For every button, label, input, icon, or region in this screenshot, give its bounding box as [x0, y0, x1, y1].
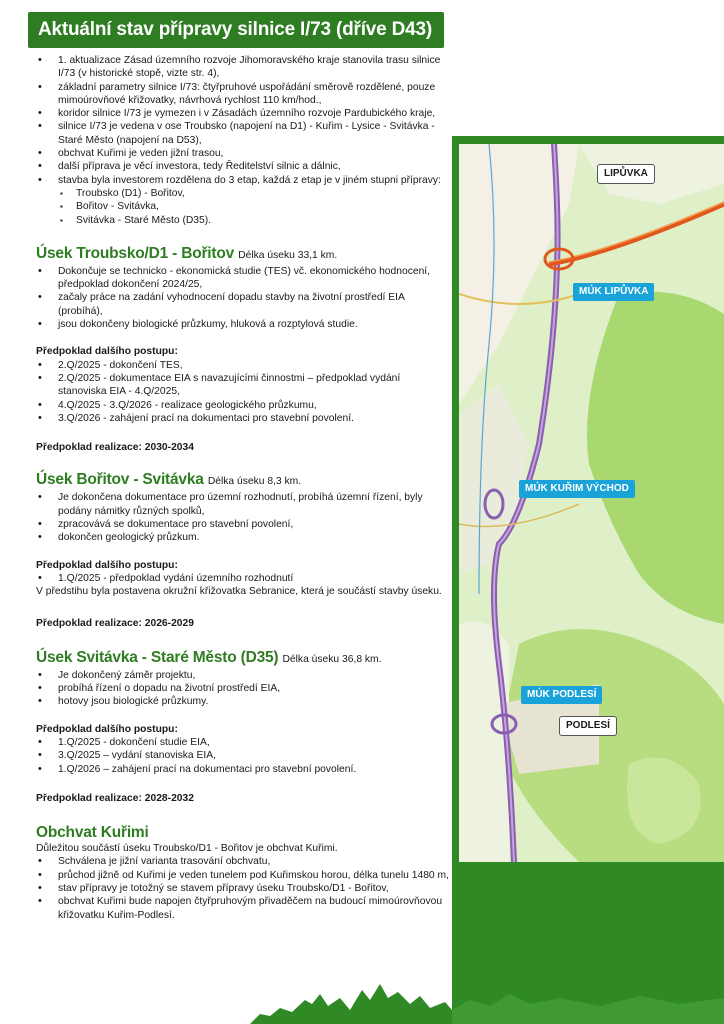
next-steps-label: Předpoklad dalšího postupu:: [36, 559, 178, 571]
list-item: • dokončen geologický průzkum.: [36, 531, 450, 544]
section-boritov: [36, 470, 450, 629]
map-label-muk-podlesi: MÚK PODLESÍ: [521, 686, 602, 704]
list-item: ▪ Troubsko (D1) - Bořitov,: [60, 187, 450, 200]
section-heading: Úsek Bořitov - Svitávka Délka úseku 8,3 km.: [36, 471, 302, 489]
section-note: V předstihu byla postavena okružní křižovatka Sebranice, která je součástí stavby úseku.: [36, 586, 442, 598]
section-kurim-bypass: [36, 823, 450, 922]
content-column: [36, 54, 450, 922]
list-item: ▪ Bořitov - Svitávka,: [60, 200, 450, 213]
list-item: • 3.Q/2025 – vydání stanoviska EIA,: [36, 749, 450, 762]
section-svitavka: [36, 648, 450, 805]
realization-date: Předpoklad realizace: 2026-2029: [36, 617, 194, 629]
list-item: • probíhá řízení o dopadu na životní prostředí EIA,: [36, 682, 450, 695]
map-graphic: [459, 144, 724, 862]
list-item: • 1.Q/2025 - dokončení studie EIA,: [36, 736, 450, 749]
list-item: • koridor silnice I/73 je vymezen i v Zásadách územního rozvoje Pardubického kraje,: [36, 107, 450, 120]
intro-list: [36, 54, 450, 187]
list-item: • průchod jižně od Kuřimi je veden tunelem pod Kuřimskou horou, délka tunelu 1480 m,: [36, 869, 450, 882]
list-item: ▪ Svitávka - Staré Město (D35).: [60, 214, 450, 227]
list-item: • stavba byla investorem rozdělena do 3 etap, každá z etap je v jiném stupni přípravy:: [36, 174, 450, 187]
section-heading: Obchvat Kuřimi: [36, 824, 149, 842]
list-item: • Je dokončena dokumentace pro územní rozhodnutí, probíhá územní řízení, byly podány námitky různých spolků,: [36, 491, 450, 518]
status-list: [36, 265, 450, 331]
skyline-decoration: [0, 970, 724, 1024]
realization-date: Předpoklad realizace: 2030-2034: [36, 442, 194, 454]
stage-sublist: [36, 187, 450, 227]
section-heading: Úsek Troubsko/D1 - Bořitov Délka úseku 33,1 km.: [36, 244, 338, 262]
map-frame: [452, 136, 724, 870]
next-steps-label: Předpoklad dalšího postupu:: [36, 723, 178, 735]
list-item: • 4.Q/2025 - 3.Q/2026 - realizace geologického průzkumu,: [36, 399, 450, 412]
next-steps-label: Předpoklad dalšího postupu:: [36, 346, 178, 358]
status-list: [36, 491, 450, 544]
route-map: [459, 144, 724, 862]
list-item: • zpracovává se dokumentace pro stavební povolení,: [36, 518, 450, 531]
title-bar: [28, 12, 444, 48]
list-item: • 3.Q/2026 - zahájení prací na dokumentaci pro stavební povolení.: [36, 412, 450, 425]
map-label-muk-kurim: MÚK KUŘIM VÝCHOD: [519, 480, 635, 498]
section-length: Délka úseku 33,1 km.: [238, 249, 338, 261]
list-item: • obchvat Kuřimi je veden jižní trasou,: [36, 147, 450, 160]
list-item: • Schválena je jižní varianta trasování obchvatu,: [36, 855, 450, 868]
list-item: • obchvat Kuřimi bude napojen čtyřpruhovým přivaděčem na budoucí mimoúrovňovou křižovatku Kuřim-Podlesí.: [36, 895, 450, 922]
map-label-muk-lipuvka: MÚK LIPŮVKA: [573, 283, 654, 301]
status-list: [36, 855, 450, 921]
next-steps-list: [36, 572, 450, 585]
list-item: • 2.Q/2025 - dokončení TES,: [36, 359, 450, 372]
list-item: • Je dokončený záměr projektu,: [36, 669, 450, 682]
list-item: • 1.Q/2026 – zahájení prací na dokumentaci pro stavební povolení.: [36, 763, 450, 776]
list-item: • základní parametry silnice I/73: čtyřpruhové uspořádání směrově rozdělené, pouze mimoúrovňové křižovatky, návrhová rychlost 110 km/hod.,: [36, 81, 450, 108]
list-item: • jsou dokončeny biologické průzkumy, hluková a rozptylová studie.: [36, 318, 450, 331]
list-item: • hotovy jsou biologické průzkumy.: [36, 695, 450, 708]
section-heading: Úsek Svitávka - Staré Město (D35) Délka úseku 36,8 km.: [36, 648, 382, 666]
status-list: [36, 669, 450, 709]
next-steps-list: [36, 736, 450, 776]
list-item: • další příprava je věcí investora, tedy Ředitelství silnic a dálnic,: [36, 160, 450, 173]
list-item: • 1.Q/2025 - předpoklad vydání územního rozhodnutí: [36, 572, 450, 585]
list-item: • silnice I/73 je vedena v ose Troubsko (napojení na D1) - Kuřim - Lysice - Svitávka - Staré Město (napojení na D53),: [36, 120, 450, 147]
map-label-lipuvka: LIPŮVKA: [597, 164, 655, 184]
list-item: • stav přípravy je totožný se stavem přípravy úseku Troubsko/D1 - Bořitov,: [36, 882, 450, 895]
list-item: • 1. aktualizace Zásad územního rozvoje Jihomoravského kraje stanovila trasu silnice I/73 (v historické stopě, vizte str. 4),: [36, 54, 450, 81]
realization-date: Předpoklad realizace: 2028-2032: [36, 792, 194, 804]
page-title: Aktuální stav přípravy silnice I/73 (dříve D43): [38, 19, 432, 40]
section-length: Délka úseku 36,8 km.: [282, 653, 382, 665]
map-label-podlesi: PODLESÍ: [559, 716, 617, 736]
section-length: Délka úseku 8,3 km.: [207, 476, 302, 488]
list-item: • Dokončuje se technicko - ekonomická studie (TES) vč. ekonomického hodnocení, předpoklad dokončení 2024/25,: [36, 265, 450, 292]
next-steps-list: [36, 359, 450, 425]
section-intro: Důležitou součástí úseku Troubsko/D1 - Bořitov je obchvat Kuřimi.: [36, 843, 338, 855]
section-troubsko: [36, 244, 450, 455]
list-item: • začaly práce na zadání vyhodnocení dopadu stavby na životní prostředí EIA (probíhá),: [36, 291, 450, 318]
list-item: • 2.Q/2025 - dokumentace EIA s navazujícími činnostmi – předpoklad vydání stanoviska EIA - 4.Q/2025,: [36, 372, 450, 399]
